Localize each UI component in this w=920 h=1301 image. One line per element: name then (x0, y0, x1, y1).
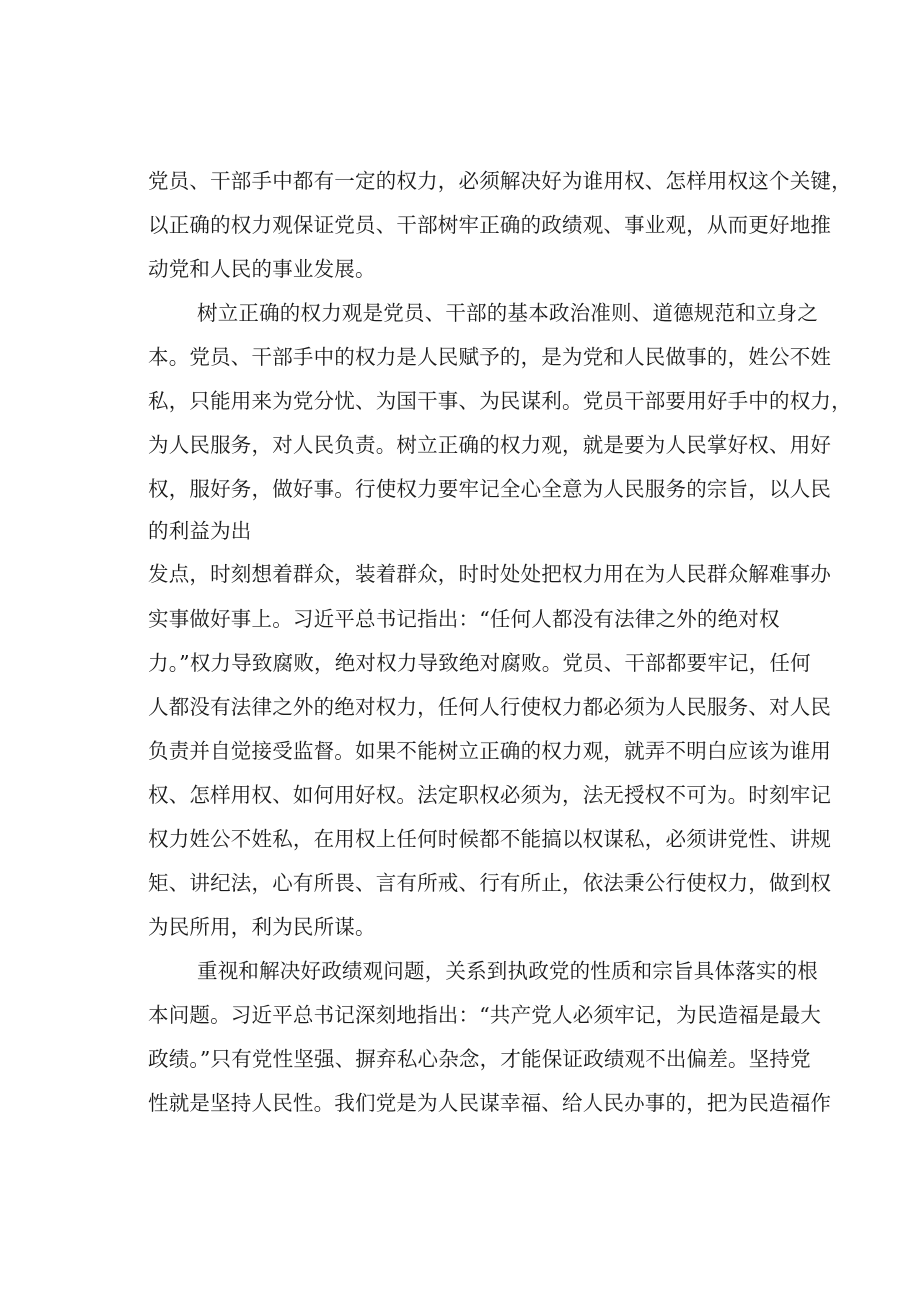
text-line: 发点，时刻想着群众，装着群众，时时处处把权力用在为人民群众解难事办 (148, 562, 832, 586)
paragraph-first-line: 重视和解决好政绩观问题，关系到执政党的性质和宗旨具体落实的根 (197, 959, 818, 983)
text-line: 为人民服务，对人民负责。树立正确的权力观，就是要为人民掌好权、用好 (148, 433, 832, 457)
text-line: 本问题。习近平总书记深刻地指出：“共产党人必须牢记，为民造福是最大 (148, 1003, 822, 1027)
text-line: 为民所用，利为民所谋。 (148, 915, 376, 939)
paragraph-first-line: 树立正确的权力观是党员、干部的基本政治准则、道德规范和立身之 (197, 301, 818, 325)
text-line: 矩、讲纪法，心有所畏、言有所戒、行有所止，依法秉公行使权力，做到权 (148, 871, 832, 895)
text-line: 力。”权力导致腐败，绝对权力导致绝对腐败。党员、干部都要牢记，任何 (148, 651, 811, 675)
text-line: 私，只能用来为党分忧、为国干事、为民谋利。党员干部要用好手中的权力， (148, 389, 852, 413)
text-line: 的利益为出 (148, 519, 252, 543)
text-line: 负责并自觉接受监督。如果不能树立正确的权力观，就弄不明白应该为谁用 (148, 739, 832, 763)
text-line: 党员、干部手中都有一定的权力，必须解决好为谁用权、怎样用权这个关键， (148, 169, 852, 193)
text-line: 以正确的权力观保证党员、干部树牢正确的政绩观、事业观，从而更好地推 (148, 213, 832, 237)
text-line: 实事做好事上。习近平总书记指出：“任何人都没有法律之外的绝对权 (148, 607, 780, 631)
text-line: 本。党员、干部手中的权力是人民赋予的，是为党和人民做事的，姓公不姓 (148, 345, 832, 369)
text-line: 权、怎样用权、如何用好权。法定职权必须为，法无授权不可为。时刻牢记 (148, 783, 832, 807)
text-line: 权力姓公不姓私，在用权上任何时候都不能搞以权谋私，必须讲党性、讲规 (148, 827, 832, 851)
text-line: 动党和人民的事业发展。 (148, 257, 376, 281)
text-line: 权，服好务，做好事。行使权力要牢记全心全意为人民服务的宗旨，以人民 (148, 477, 832, 501)
text-line: 人都没有法律之外的绝对权力，任何人行使权力都必须为人民服务、对人民 (148, 695, 832, 719)
text-line: 政绩。”只有党性坚强、摒弃私心杂念，才能保证政绩观不出偏差。坚持党 (148, 1047, 811, 1071)
text-line: 性就是坚持人民性。我们党是为人民谋幸福、给人民办事的，把为民造福作 (148, 1091, 832, 1115)
